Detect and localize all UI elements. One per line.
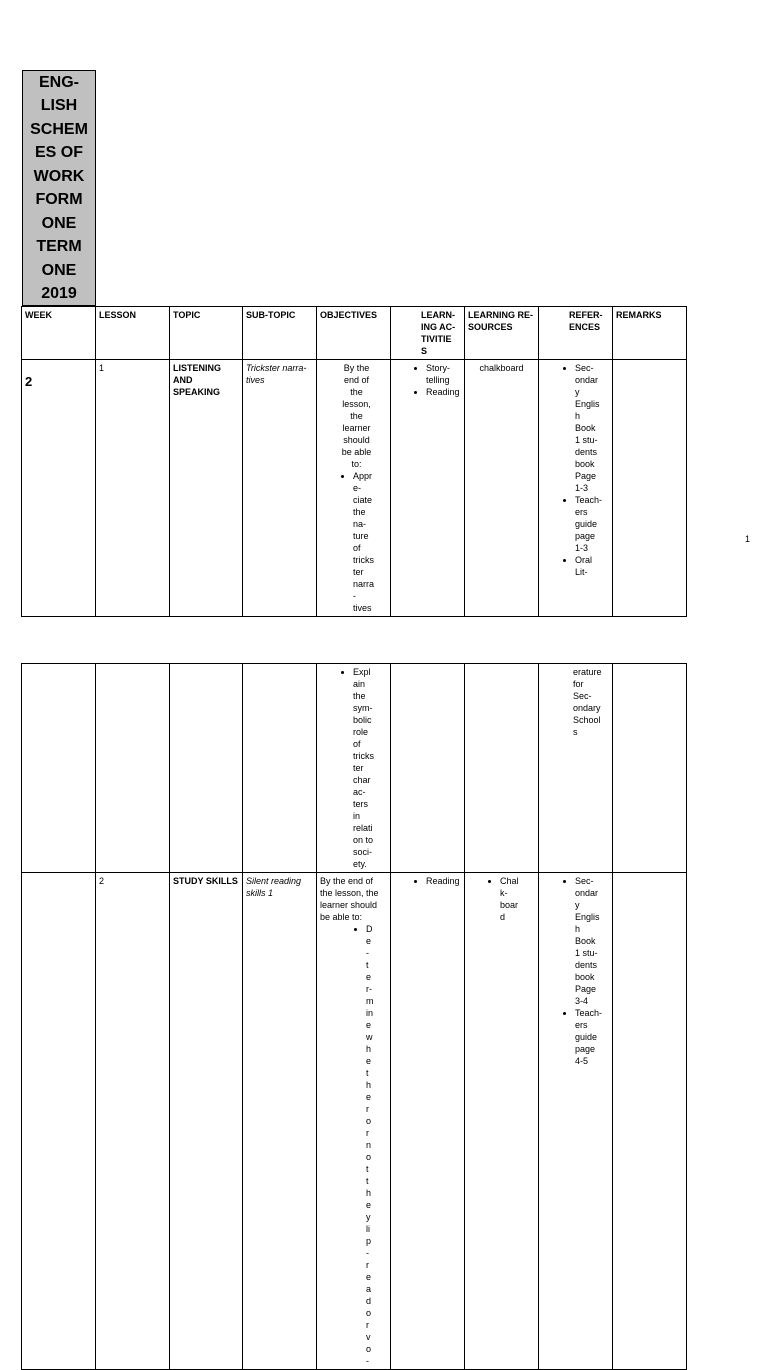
objective-item: • Explain the sym-bolic role of trickster charac-ters in relation to soci-ety. — [353, 666, 374, 870]
remarks-cell — [613, 664, 687, 873]
activities-cell — [391, 664, 465, 873]
resources-cell — [465, 873, 539, 1370]
reference-item: • Teach-ers guide page 1-3 — [575, 494, 602, 554]
objectives-cell — [317, 873, 391, 1370]
title-line: ONE — [41, 214, 77, 232]
header-row — [22, 307, 687, 360]
header-resources: LEARNING RE-SOURCES — [465, 307, 539, 360]
objective-item: • Appre-ciate the na-ture of trickster narra-tives — [353, 470, 374, 614]
subtopic-cell: Trickster narra-tives — [243, 360, 317, 617]
header-lesson: LESSON — [96, 307, 170, 360]
remarks-cell — [613, 360, 687, 617]
objectives-cell — [317, 664, 391, 873]
page-number: 1 — [745, 534, 751, 544]
objectives-cell — [317, 360, 391, 617]
title-line: ENG- — [39, 73, 79, 91]
header-subtopic: SUB-TOPIC — [243, 307, 317, 360]
topic-cell: STUDY SKILLS — [170, 873, 243, 1370]
lesson-cell — [96, 664, 170, 873]
activities-cell — [391, 873, 465, 1370]
scheme-table-page-2 — [21, 663, 687, 1370]
resources-cell: chalkboard — [465, 360, 539, 617]
subtopic-cell — [243, 664, 317, 873]
resource-item: • Chalk-board — [500, 875, 521, 923]
header-week: WEEK — [22, 307, 96, 360]
header-activities: LEARN-ING AC-TIVITIES — [391, 307, 465, 360]
document-title-box — [22, 70, 96, 306]
title-line: LISH — [40, 97, 78, 114]
reference-item: • Teach-ers guide page 4-5 — [575, 1007, 602, 1067]
title-line: SCHEM — [30, 120, 88, 138]
reference-item: • Sec-ondary English Book 1 stu-dents book Page 3-4 — [575, 875, 602, 1007]
activity-item: • Story-telling — [426, 362, 461, 386]
lesson-cell: 1 — [96, 360, 170, 617]
header-objectives: OBJECTIVES — [317, 307, 391, 360]
title-line: WORK — [33, 167, 85, 185]
topic-cell: LISTENING AND SPEAKING — [170, 360, 243, 617]
scheme-table-page-1 — [21, 306, 687, 617]
remarks-cell — [613, 873, 687, 1370]
objectives-intro: By the end of the lesson, the learner should be able to: — [341, 363, 372, 469]
title-line: 2019 — [41, 285, 77, 302]
header-references: REFER-ENCES — [539, 307, 613, 360]
resources-cell — [465, 664, 539, 873]
title-line: FORM — [35, 191, 83, 208]
objective-item: • De-ter-min e wh eth er or not the y lip-rea d or vo- — [366, 923, 373, 1367]
lesson-cell: 2 — [96, 873, 170, 1370]
title-line: ES OF — [34, 144, 83, 161]
week-cell: 2 — [22, 360, 96, 617]
table-row — [22, 664, 687, 873]
table-row — [22, 873, 687, 1370]
activities-cell — [391, 360, 465, 617]
header-remarks: REMARKS — [613, 307, 687, 360]
table-row — [22, 360, 687, 617]
reference-item: • Oral Lit- — [575, 554, 602, 578]
objectives-intro: By the end of the lesson, the learner should be able to: — [320, 876, 379, 922]
references-cell — [539, 873, 613, 1370]
activity-item: • Reading — [426, 875, 461, 887]
header-topic: TOPIC — [170, 307, 243, 360]
title-line: TERM — [36, 238, 82, 255]
references-cell: erature for Sec-ondary Schools — [539, 664, 613, 873]
subtopic-cell: Silent reading skills 1 — [243, 873, 317, 1370]
references-cell — [539, 360, 613, 617]
topic-cell — [170, 664, 243, 873]
activity-item: • Reading — [426, 386, 461, 398]
week-cell — [22, 873, 96, 1370]
reference-item: • Sec-ondary English Book 1 stu-dents book Page 1-3 — [575, 362, 602, 494]
week-cell — [22, 664, 96, 873]
title-line: ONE — [41, 261, 77, 279]
